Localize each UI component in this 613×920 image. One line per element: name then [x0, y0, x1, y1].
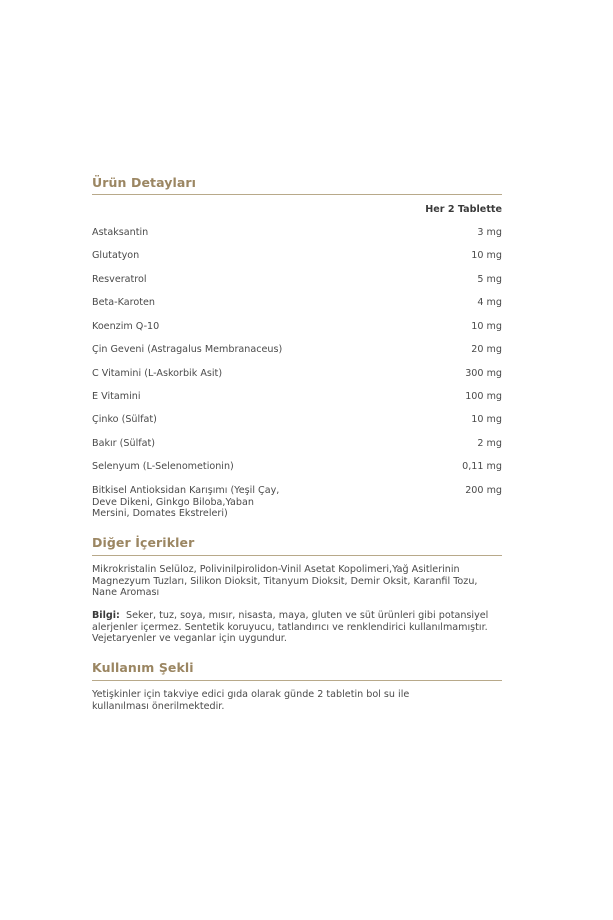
ingredient-amount: 4 mg	[477, 297, 502, 308]
ingredient-amount: 2 mg	[477, 438, 502, 449]
other-ingredients-divider	[92, 555, 502, 556]
ingredient-name: Glutatyon	[92, 250, 140, 261]
ingredient-name: Çinko (Sülfat)	[92, 414, 157, 425]
ingredient-name: Bitkisel Antioksidan Karışımı (Yeşil Çay, Deve Dikeni, Ginkgo Biloba,Yaban Mersini, Domates Ekstreleri)	[92, 485, 280, 519]
ingredient-name: Selenyum (L-Selenometionin)	[92, 461, 234, 472]
ingredient-amount: 3 mg	[477, 227, 502, 238]
other-ingredients-title: Diğer İçerikler	[92, 535, 195, 550]
ingredient-amount: 0,11 mg	[462, 461, 502, 472]
info-label: Bilgi:	[92, 610, 120, 621]
ingredient-amount: 300 mg	[465, 368, 502, 379]
usage-divider	[92, 680, 502, 681]
details-divider	[92, 194, 502, 195]
ingredient-amount: 10 mg	[471, 321, 502, 332]
ingredient-name: Çin Geveni (Astragalus Membranaceus)	[92, 344, 283, 355]
ingredient-name: Bakır (Sülfat)	[92, 438, 156, 449]
ingredient-name: Astaksantin	[92, 227, 149, 238]
info-text: Seker, tuz, soya, mısır, nisasta, maya, gluten ve süt ürünleri gibi potansiyel alerjenler içermez. Sentetik koruyucu, tatlandırıcı ve renklendirici kullanılmamıştır. Vejetaryenler ve veganlar için uygundur.	[92, 610, 489, 645]
ingredient-amount: 20 mg	[471, 344, 502, 355]
ingredient-name: Resveratrol	[92, 274, 147, 285]
ingredient-amount: 10 mg	[471, 250, 502, 261]
ingredient-amount: 5 mg	[477, 274, 502, 285]
usage-title: Kullanım Şekli	[92, 660, 194, 675]
ingredient-name: Koenzim Q-10	[92, 321, 160, 332]
ingredient-amount: 10 mg	[471, 414, 502, 425]
ingredient-name: E Vitamini	[92, 391, 141, 402]
ingredient-amount: 100 mg	[465, 391, 502, 402]
details-title: Ürün Detayları	[92, 175, 197, 190]
ingredient-name: C Vitamini (L-Askorbik Asit)	[92, 368, 223, 379]
usage-text: Yetişkinler için takviye edici gıda olarak günde 2 tabletin bol su ile kullanılması önerilmektedir.	[92, 689, 410, 712]
ingredient-name: Beta-Karoten	[92, 297, 155, 308]
info-paragraph	[92, 610, 504, 645]
column-header: Her 2 Tablette	[425, 204, 502, 215]
other-ingredients-text: Mikrokristalin Selüloz, Polivinilpirolidon-Vinil Asetat Kopolimeri,Yağ Asitlerinin Magnezyum Tuzları, Silikon Dioksit, Titanyum Dioksit, Demir Oksit, Karanfil Tozu, Nane Aroması	[92, 564, 478, 599]
ingredient-amount: 200 mg	[465, 485, 502, 496]
